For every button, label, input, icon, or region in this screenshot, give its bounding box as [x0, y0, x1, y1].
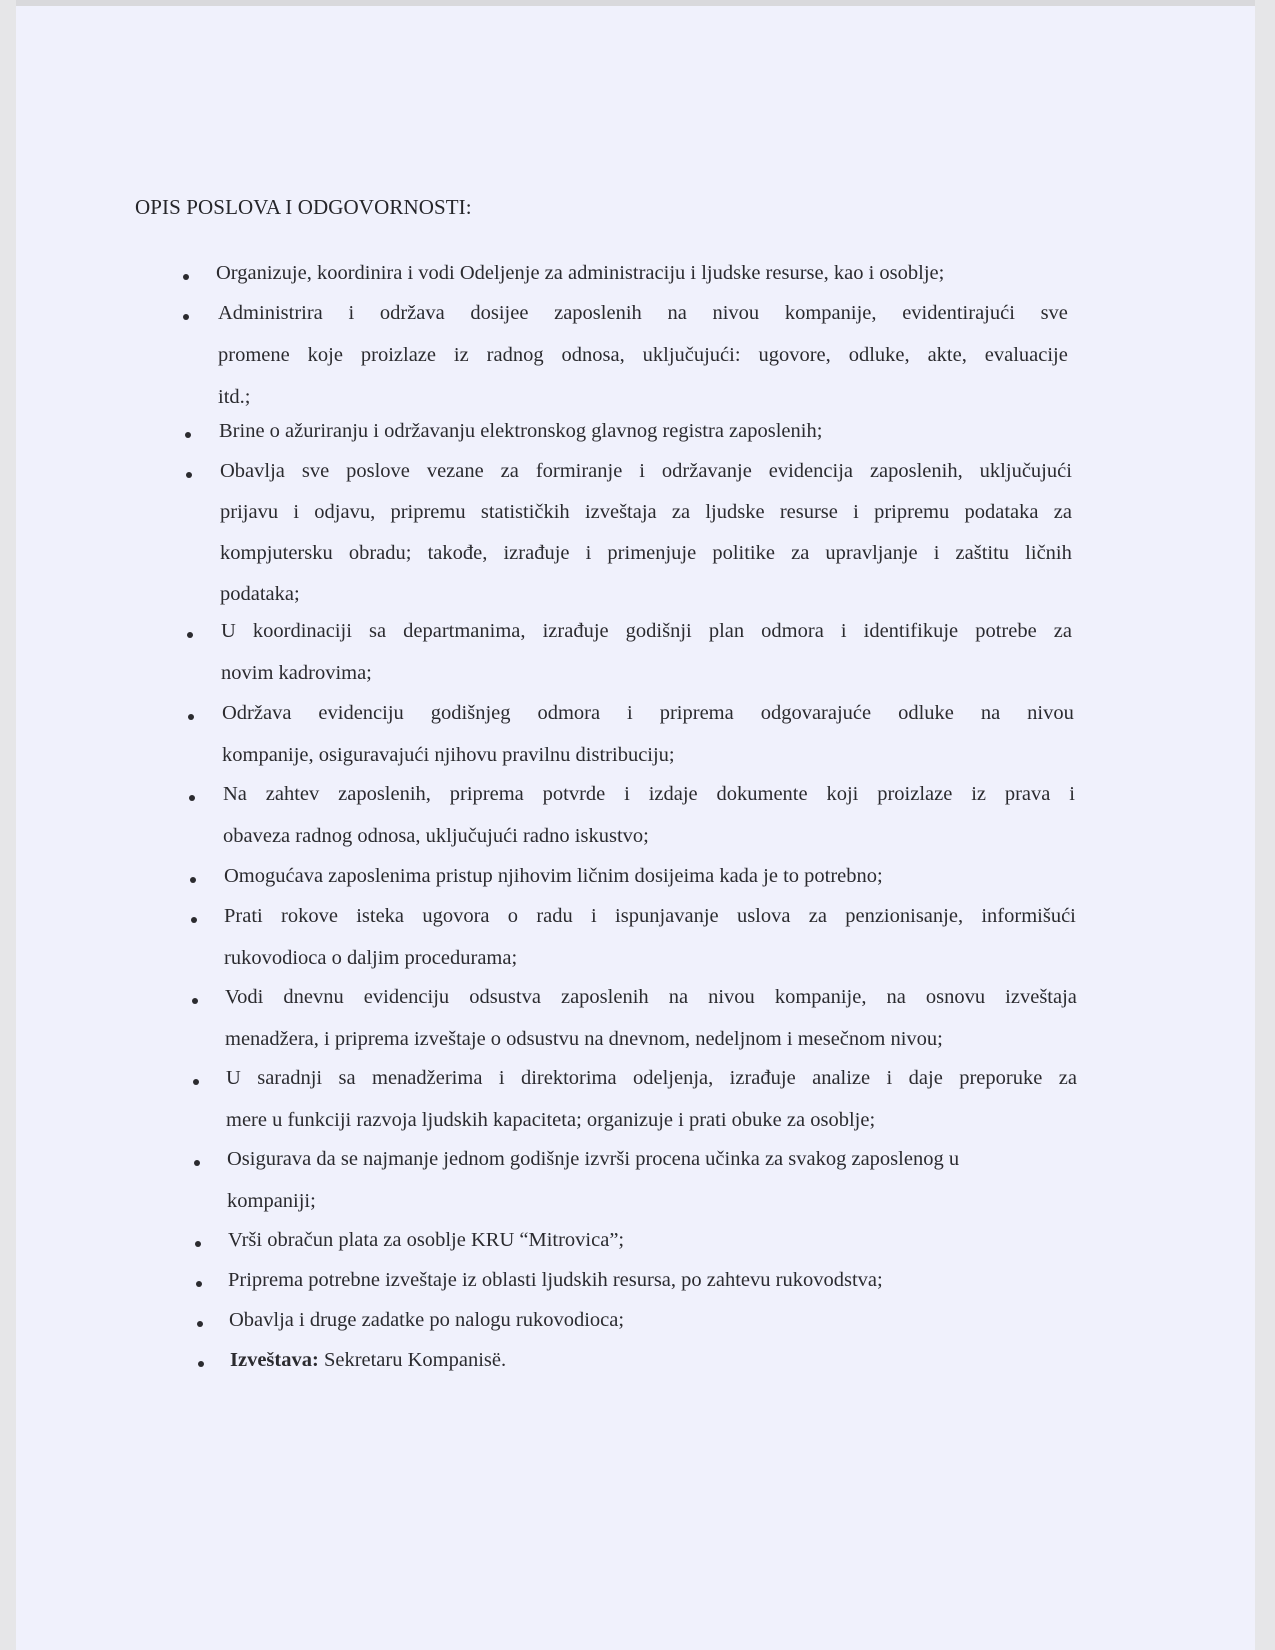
- list-item-line: Administrira i održava dosijee zaposlenih na nivou kompanije, evidentirajući sve: [218, 302, 1068, 324]
- reports-to-value: Sekretaru Kompanisë.: [318, 1349, 507, 1371]
- bullet-icon: [188, 714, 194, 720]
- list-item-line: Brine o ažuriranju i održavanju elektronskog glavnog registra zaposlenih;: [219, 420, 823, 442]
- list-item-line: kompaniji;: [227, 1190, 316, 1212]
- list-item-line: Osigurava da se najmanje jednom godišnje izvrši procena učinka za svakog zaposlenog u: [227, 1148, 960, 1170]
- list-item-line: obaveza radnog odnosa, uključujući radno iskustvo;: [223, 825, 649, 847]
- list-item-line: itd.;: [218, 386, 251, 408]
- list-item-line: Vodi dnevnu evidenciju odsustva zaposlenih na nivou kompanije, na osnovu izveštaja: [225, 986, 1077, 1008]
- list-item-line: Organizuje, koordinira i vodi Odeljenje za administraciju i ljudske resurse, kao i osoblje;: [216, 262, 945, 284]
- list-item-line: podataka;: [220, 583, 300, 605]
- list-item-line: Prati rokove isteka ugovora o radu i ispunjavanje uslova za penzionisanje, informišući: [224, 905, 1076, 927]
- bullet-icon: [185, 432, 191, 438]
- bullet-icon: [187, 632, 193, 638]
- bullet-icon: [186, 472, 192, 478]
- list-item-line: Održava evidenciju godišnjeg odmora i priprema odgovarajuće odluke na nivou: [222, 702, 1074, 724]
- list-item-line: Vrši obračun plata za osoblje KRU “Mitrovica”;: [228, 1229, 625, 1251]
- list-item-line: kompjutersku obradu; takođe, izrađuje i primenjuje politike za upravljanje i zaštitu ličnih: [220, 542, 1072, 564]
- list-item-line: promene koje proizlaze iz radnog odnosa, uključujući: ugovore, odluke, akte, evaluacije: [218, 344, 1068, 366]
- list-item-line: kompanije, osiguravajući njihovu pravilnu distribuciju;: [222, 744, 675, 766]
- list-item-line: Omogućava zaposlenima pristup njihovim ličnim dosijeima kada je to potrebno;: [224, 865, 883, 887]
- bullet-icon: [194, 1160, 200, 1166]
- list-item-line: Obavlja sve poslove vezane za formiranje i održavanje evidencija zaposlenih, uključujući: [220, 460, 1072, 482]
- list-item-line: Obavlja i druge zadatke po nalogu rukovodioca;: [229, 1309, 625, 1331]
- reports-to-label: Izveštava:: [230, 1349, 319, 1371]
- list-item-line: rukovodioca o daljim procedurama;: [224, 947, 518, 969]
- bullet-icon: [195, 1241, 201, 1247]
- bullet-icon: [192, 998, 198, 1004]
- list-item-line: Na zahtev zaposlenih, priprema potvrde i izdaje dokumente koji proizlaze iz prava i: [223, 783, 1075, 805]
- reports-to-line: [230, 1349, 506, 1372]
- list-item-line: Priprema potrebne izveštaje iz oblasti ljudskih resursa, po zahtevu rukovodstva;: [228, 1269, 883, 1291]
- list-item-line: menadžera, i priprema izveštaje o odsustvu na dnevnom, nedeljnom i mesečnom nivou;: [225, 1028, 943, 1050]
- bullet-icon: [183, 314, 189, 320]
- list-item-line: U saradnji sa menadžerima i direktorima odeljenja, izrađuje analize i daje preporuke za: [226, 1067, 1077, 1089]
- bullet-icon: [189, 795, 195, 801]
- section-heading: OPIS POSLOVA I ODGOVORNOSTI:: [135, 195, 472, 219]
- list-item-line: prijavu i odjavu, pripremu statističkih izveštaja za ljudske resurse i pripremu podataka za: [220, 501, 1072, 523]
- bullet-icon: [193, 1079, 199, 1085]
- bullet-icon: [198, 1361, 204, 1367]
- bullet-icon: [191, 917, 197, 923]
- bullet-icon: [197, 1321, 203, 1327]
- list-item-line: U koordinaciji sa departmanima, izrađuje godišnji plan odmora i identifikuje potrebe za: [221, 620, 1072, 642]
- bullet-icon: [190, 877, 196, 883]
- list-item-line: mere u funkciji razvoja ljudskih kapaciteta; organizuje i prati obuke za osoblje;: [226, 1109, 876, 1131]
- list-item-line: novim kadrovima;: [221, 662, 372, 684]
- bullet-icon: [183, 274, 189, 280]
- bullet-icon: [196, 1281, 202, 1287]
